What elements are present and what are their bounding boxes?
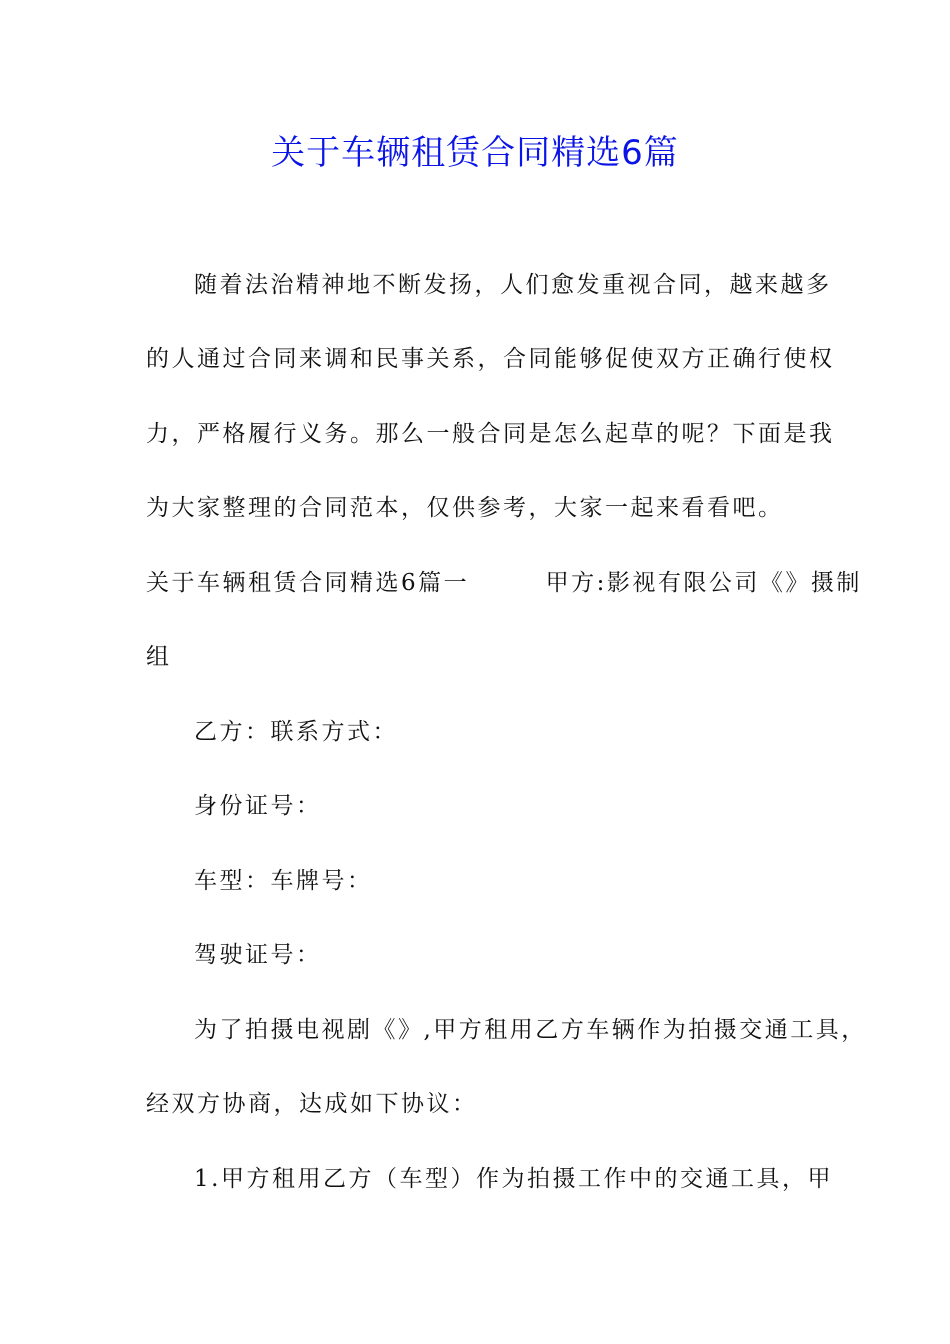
paragraph-line: 的人通过合同来调和民事关系，合同能够促使双方正确行使权 (146, 346, 835, 372)
paragraph-line: 为了拍摄电视剧《》,甲方租用乙方车辆作为拍摄交通工具， (194, 1017, 867, 1043)
document-title: 关于车辆租赁合同精选6篇 (271, 133, 679, 173)
paragraph-line: 随着法治精神地不断发扬，人们愈发重视合同，越来越多 (194, 272, 832, 298)
vehicle-line: 车型：车牌号： (194, 868, 373, 894)
clause-line: 1.甲方租用乙方（车型）作为拍摄工作中的交通工具，甲 (194, 1166, 833, 1192)
paragraph-line: 为大家整理的合同范本，仅供参考，大家一起来看看吧。 (146, 495, 784, 521)
section-heading-line: 关于车辆租赁合同精选6篇一 甲方:影视有限公司《》摄制 (146, 570, 862, 596)
paragraph-line: 力，严格履行义务。那么一般合同是怎么起草的呢？下面是我 (146, 421, 835, 447)
license-line: 驾驶证号： (194, 942, 322, 968)
id-number-line: 身份证号： (194, 793, 322, 819)
paragraph-line: 组 (146, 644, 172, 670)
paragraph-line: 经双方协商，达成如下协议： (146, 1091, 478, 1117)
party-b-line: 乙方：联系方式： (194, 719, 398, 745)
